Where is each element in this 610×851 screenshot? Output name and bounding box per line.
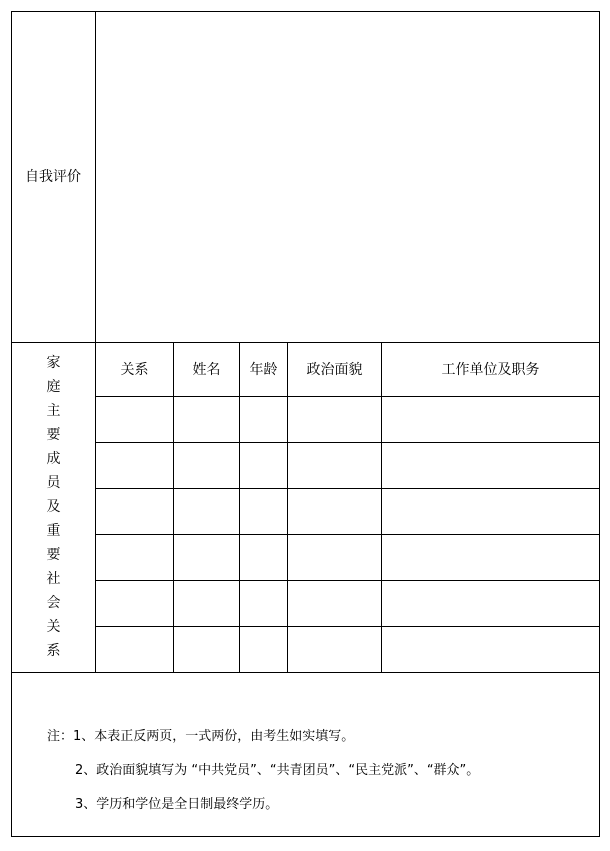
header-relation: 关系 [120,361,149,378]
family-label-char: 要 [46,547,61,563]
family-label-char: 要 [46,427,61,443]
cell-employer-position[interactable] [382,489,599,534]
family-label-char: 会 [46,595,61,611]
cell-name[interactable] [174,443,239,488]
cell-relation[interactable] [96,489,173,534]
cell-age[interactable] [240,627,287,672]
cell-employer-position[interactable] [382,581,599,626]
header-name: 姓名 [192,361,221,378]
cell-name[interactable] [174,535,239,580]
family-label-char: 社 [46,571,61,587]
cell-political-status[interactable] [288,627,381,672]
family-label-char: 庭 [46,379,61,395]
self-evaluation-field[interactable] [96,12,599,342]
family-label-char: 员 [46,475,61,491]
family-members-label [11,342,96,672]
cell-age[interactable] [240,581,287,626]
cell-employer-position[interactable] [382,397,599,442]
cell-name[interactable] [174,397,239,442]
cell-age[interactable] [240,397,287,442]
family-label-char: 及 [46,499,61,515]
note-line-2: 2、政治面貌填写为 “中共党员”、“共青团员”、“民主党派”、“群众”。 [75,763,480,778]
cell-relation[interactable] [96,443,173,488]
notes-section [11,673,600,837]
cell-relation[interactable] [96,581,173,626]
header-age: 年龄 [249,361,278,378]
cell-name[interactable] [174,581,239,626]
cell-age[interactable] [240,489,287,534]
cell-age[interactable] [240,443,287,488]
header-employer-position: 工作单位及职务 [441,361,540,378]
cell-employer-position[interactable] [382,627,599,672]
note-line-1: 注：1、本表正反两页，一式两份，由考生如实填写。 [47,729,355,744]
cell-relation[interactable] [96,397,173,442]
family-label-char: 关 [46,619,61,635]
family-label-char: 家 [46,355,61,371]
header-political-status: 政治面貌 [306,361,363,378]
family-label-char: 重 [46,523,61,539]
cell-name[interactable] [174,489,239,534]
cell-relation[interactable] [96,627,173,672]
cell-employer-position[interactable] [382,535,599,580]
cell-employer-position[interactable] [382,443,599,488]
family-label-char: 成 [46,451,61,467]
cell-name[interactable] [174,627,239,672]
self-evaluation-label: 自我评价 [25,168,81,185]
cell-political-status[interactable] [288,443,381,488]
family-label-char: 主 [46,403,61,419]
cell-political-status[interactable] [288,397,381,442]
cell-relation[interactable] [96,535,173,580]
cell-political-status[interactable] [288,581,381,626]
family-label-char: 系 [46,643,61,659]
cell-political-status[interactable] [288,535,381,580]
cell-political-status[interactable] [288,489,381,534]
cell-age[interactable] [240,535,287,580]
note-line-3: 3、学历和学位是全日制最终学历。 [75,797,279,812]
registration-form-page [11,11,600,837]
